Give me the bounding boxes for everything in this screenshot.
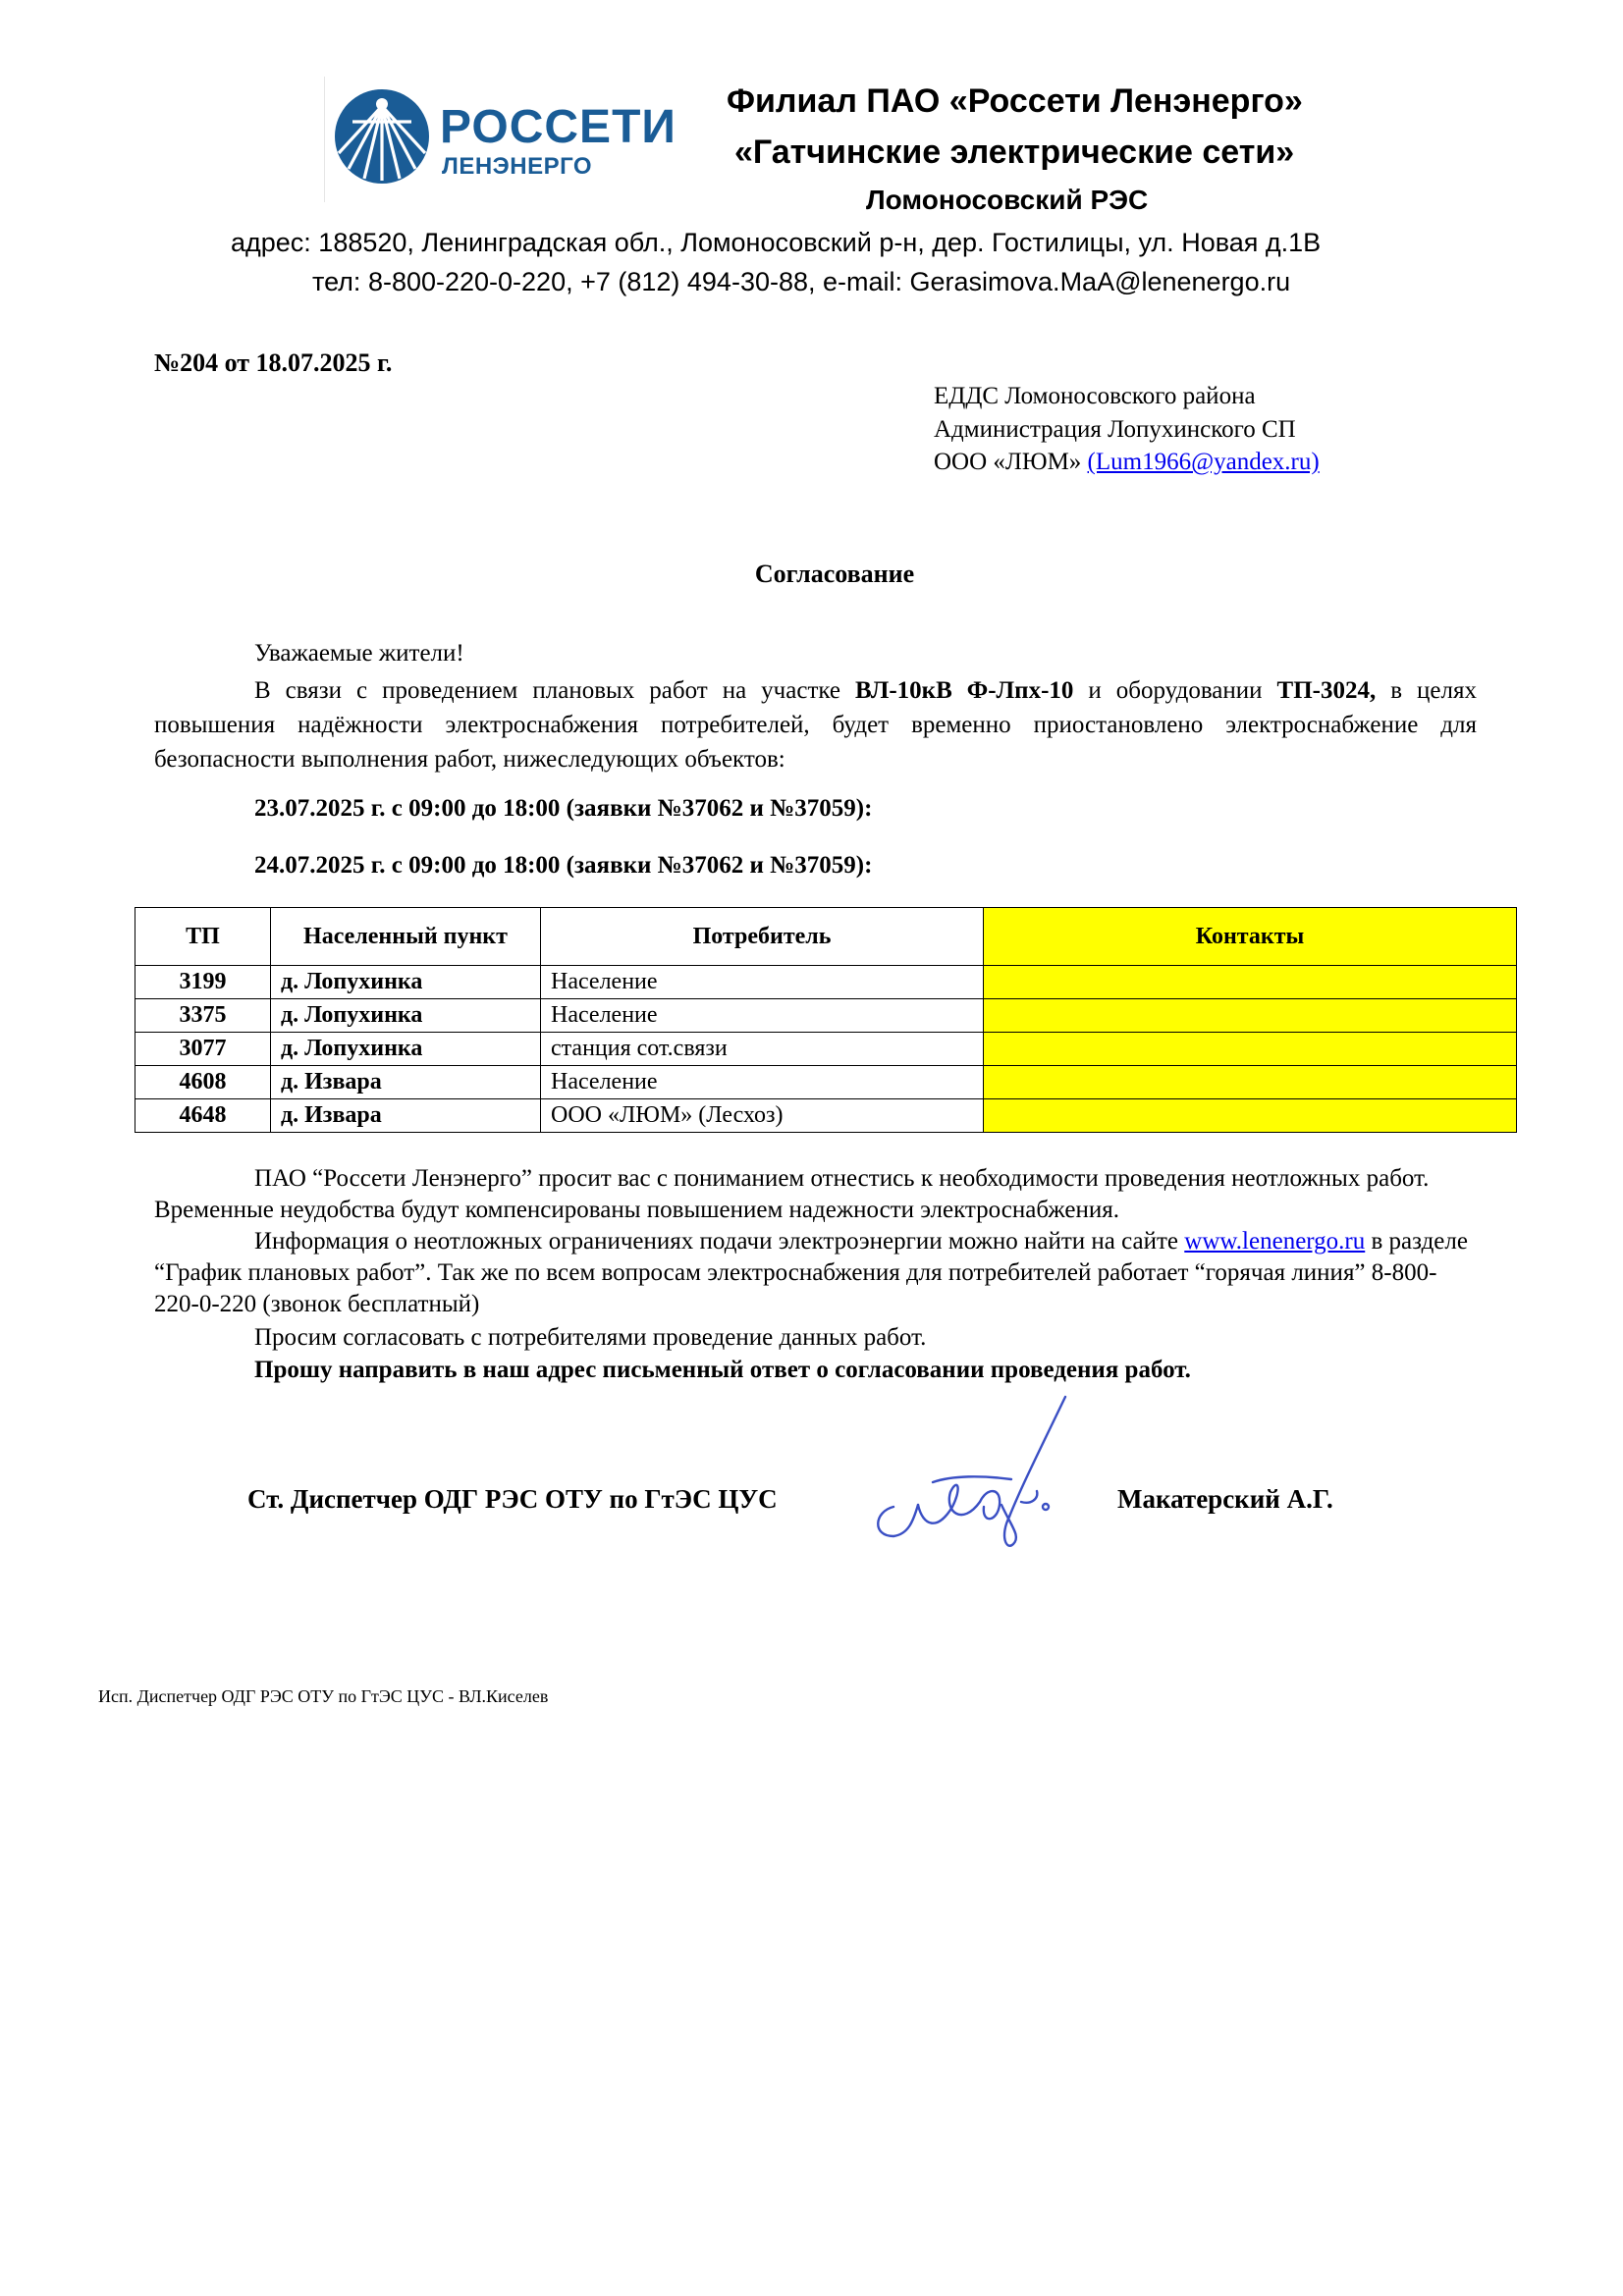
header-locality: Населенный пункт [271, 908, 541, 966]
apology-paragraph: ПАО “Россети Ленэнерго” просит вас с пониманием отнестись к необходимости проведения неотложных работ. Временные неудобства будут компенсированы повышением надежности электроснабжения. [154, 1165, 1430, 1223]
cell-tp: 4648 [135, 1099, 271, 1133]
outage-table [135, 907, 1517, 1133]
company-address: адрес: 188520, Ленинградская обл., Ломоносовский р-н, дер. Гостилицы, ул. Новая д.1В [231, 228, 1322, 257]
handwritten-signature [864, 1389, 1090, 1556]
greeting: Уважаемые жители! [254, 640, 464, 667]
cell-locality: д. Лопухинка [271, 966, 541, 999]
cell-locality: д. Лопухинка [271, 1033, 541, 1066]
cell-tp: 3375 [135, 999, 271, 1033]
info-text-2: в разделе “График плановых работ”. Так же по всем вопросам электроснабжения для потребителей работает “горячая линия” 8-800-220-0-220 (звонок бесплатный) [154, 1228, 1468, 1317]
executor-note: Исп. Диспетчер ОДГ РЭС ОТУ по ГтЭС ЦУС - ВЛ.Киселев [98, 1686, 549, 1706]
company-contacts: тел: 8-800-220-0-220, +7 (812) 494-30-88, e-mail: Gerasimova.MaA@lenenergo.ru [312, 267, 1291, 296]
cell-contacts [984, 1033, 1517, 1066]
signatory-position: Ст. Диспетчер ОДГ РЭС ОТУ по ГтЭС ЦУС [247, 1484, 778, 1514]
intro-text-1: В связи с проведением плановых работ на участке [254, 677, 855, 704]
table-header-row [135, 908, 1517, 966]
info-text-1: Информация о неотложных ограничениях подачи электроэнергии можно найти на сайте [254, 1228, 1185, 1255]
network-title: «Гатчинские электрические сети» [734, 133, 1295, 171]
branch-title: Филиал ПАО «Россети Ленэнерго» [727, 82, 1303, 120]
cell-consumer: Население [541, 966, 984, 999]
table-row [135, 999, 1517, 1033]
table-row [135, 1099, 1517, 1133]
cell-locality: д. Извара [271, 1066, 541, 1099]
document-title: Согласование [754, 560, 915, 588]
cell-consumer: станция сот.связи [541, 1033, 984, 1066]
signatory-name: Макатерский А.Г. [1117, 1484, 1333, 1514]
cell-tp: 3077 [135, 1033, 271, 1066]
logo-subtitle: ЛЕНЭНЕРГО [442, 153, 593, 180]
table-row [135, 1066, 1517, 1099]
outage-date-2: 24.07.2025 г. с 09:00 до 18:00 (заявки №37062 и №37059): [254, 852, 873, 879]
approval-request: Просим согласовать с потребителями проведение данных работ. [254, 1324, 927, 1351]
intro-text-2: и оборудовании [1073, 677, 1277, 704]
company-logo [324, 77, 676, 202]
info-paragraph [154, 1226, 1477, 1320]
equipment-name: ТП-3024, [1276, 677, 1377, 704]
cell-locality: д. Извара [271, 1099, 541, 1133]
recipient-2: Администрация Лопухинского СП [934, 416, 1296, 443]
recipient-3-name: ООО «ЛЮМ» [934, 449, 1088, 475]
cell-tp: 4608 [135, 1066, 271, 1099]
cell-contacts [984, 1066, 1517, 1099]
recipient-email-link[interactable]: (Lum1966@yandex.ru) [1087, 449, 1320, 475]
recipient-3 [934, 449, 1320, 476]
intro-paragraph [154, 673, 1477, 776]
header-contacts: Контакты [984, 908, 1517, 966]
registration-number: №204 от 18.07.2025 г. [154, 348, 393, 377]
cell-consumer: Население [541, 999, 984, 1033]
cell-consumer: ООО «ЛЮМ» (Лесхоз) [541, 1099, 984, 1133]
cell-consumer: Население [541, 1066, 984, 1099]
intro-text-3: в целях повышения надёжности электроснабжения потребителей, будет временно приостановлено электроснабжение для безопасности выполнения работ, нижеследующих объектов: [154, 677, 1477, 773]
cell-contacts [984, 966, 1517, 999]
recipient-1: ЕДДС Ломоносовского района [934, 383, 1256, 409]
cell-locality: д. Лопухинка [271, 999, 541, 1033]
outage-date-1: 23.07.2025 г. с 09:00 до 18:00 (заявки №37062 и №37059): [254, 795, 873, 822]
cell-tp: 3199 [135, 966, 271, 999]
district-title: Ломоносовский РЭС [866, 185, 1149, 215]
header-consumer: Потребитель [541, 908, 984, 966]
header-tp: ТП [135, 908, 271, 966]
table-row [135, 966, 1517, 999]
power-line-name: ВЛ-10кВ Ф-Лпх-10 [855, 677, 1074, 704]
reply-request: Прошу направить в наш адрес письменный ответ о согласовании проведения работ. [254, 1357, 1191, 1383]
rosseti-emblem-icon [331, 82, 433, 190]
cell-contacts [984, 1099, 1517, 1133]
table-row [135, 1033, 1517, 1066]
logo-wordmark: РОССЕТИ [440, 101, 676, 153]
cell-contacts [984, 999, 1517, 1033]
website-link[interactable]: www.lenenergo.ru [1184, 1228, 1366, 1255]
